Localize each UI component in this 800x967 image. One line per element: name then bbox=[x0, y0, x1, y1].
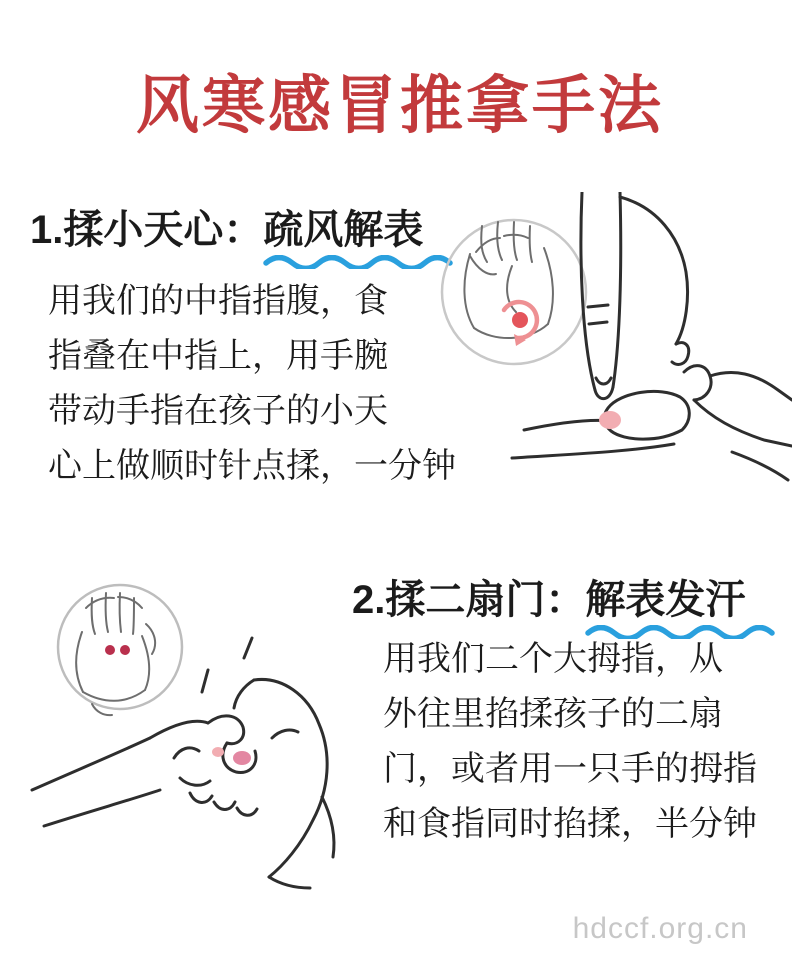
section-1-description bbox=[48, 274, 456, 494]
page-title: 风寒感冒推拿手法 bbox=[136, 71, 664, 141]
acupoint-dot bbox=[105, 645, 115, 655]
watermark: hdccf.org.cn bbox=[572, 912, 748, 945]
press-mark bbox=[212, 747, 224, 757]
section-2-effect: 解表发汗 bbox=[585, 568, 745, 625]
nail-mark bbox=[233, 751, 251, 765]
xiaotianxin-illustration-icon bbox=[432, 192, 792, 502]
acupoint-dot bbox=[512, 312, 528, 328]
text-line: 门，或者用一只手的拇指 bbox=[383, 750, 757, 788]
ershanmen-illustration-icon bbox=[22, 562, 357, 897]
press-mark bbox=[599, 411, 621, 429]
text-line: 带动手指在孩子的小天 bbox=[48, 392, 388, 430]
text-line: 外往里掐揉孩子的二扇 bbox=[383, 695, 723, 733]
text-line: 心上做顺时针点揉，一分钟 bbox=[48, 447, 456, 485]
wavy-underline-icon bbox=[263, 255, 453, 269]
text-line: 指叠在中指上，用手腕 bbox=[48, 337, 388, 375]
text-line: 用我们二个大拇指，从 bbox=[383, 640, 723, 678]
text-line: 用我们的中指指腹，食 bbox=[48, 282, 388, 320]
section-1-heading bbox=[30, 198, 423, 255]
section-1-name: 1.揉小天心： bbox=[30, 208, 264, 252]
section-1-effect: 疏风解表 bbox=[263, 198, 423, 255]
section-2-heading bbox=[352, 568, 745, 625]
text-line: 和食指同时掐揉，半分钟 bbox=[383, 805, 757, 843]
section-2-name: 2.揉二扇门： bbox=[352, 578, 586, 622]
section-2-description bbox=[383, 632, 757, 852]
acupoint-dot bbox=[120, 645, 130, 655]
